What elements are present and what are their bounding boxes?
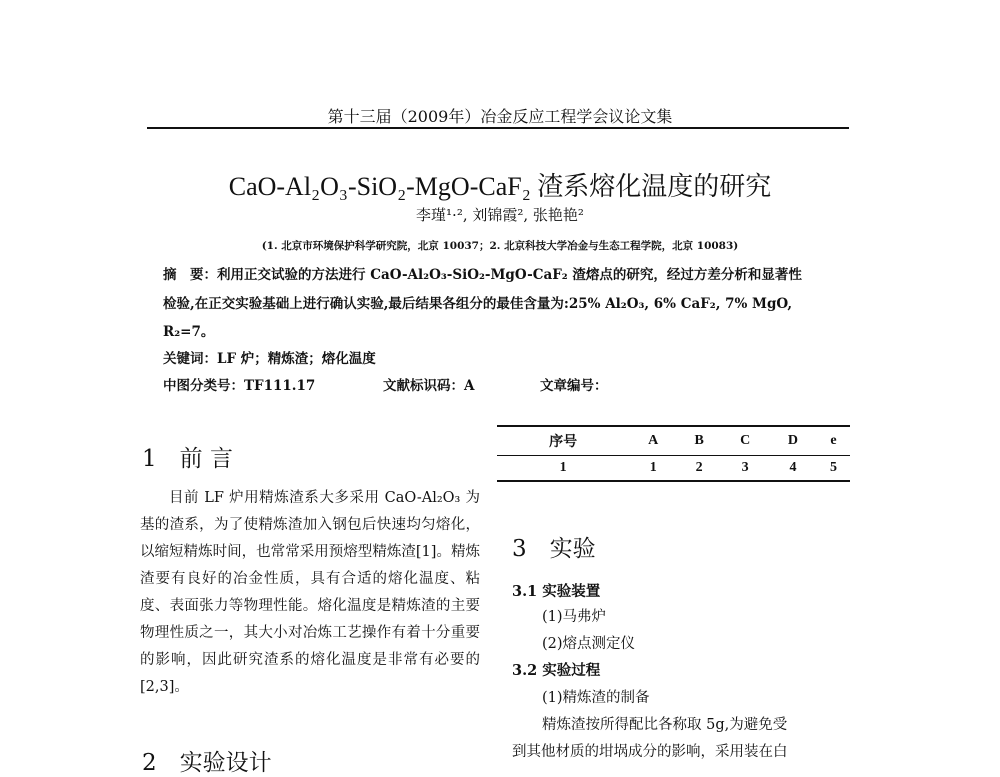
section-1-paragraph: 目前 LF 炉用精炼渣系大多采用 CaO-Al₂O₃ 为基的渣系，为了使精炼渣加入钢包后快速均匀熔化，以缩短精炼时间，也常常采用预熔型精炼渣[1]。精炼渣要有良好的冶金性质，具有合适的熔化温度、粘度、表面张力等物理性能。熔化温度是精炼渣的主要物理性质之一，其大小对冶炼工艺操作有着十分重要的影响，因此研究渣系的熔化温度是非常有必要的[2,3]。 (140, 490, 480, 695)
table-header: 序号 (549, 435, 578, 450)
body-line: 到其他材质的坩埚成分的影响，采用装在白 (512, 744, 788, 760)
table-header: e (830, 433, 837, 448)
clc-number: 中图分类号：TF111.17 (163, 378, 316, 394)
section-1-body (140, 485, 480, 701)
document-code: 文献标识码：A (383, 378, 475, 394)
abstract-line-2: 检验,在正交实验基础上进行确认实验,最后结果各组分的最佳含量为:25% Al₂O₃, 6% CaF₂, 7% MgO, (163, 296, 793, 312)
authors: 李瑾¹·², 刘锦霞², 张艳艳² (416, 206, 584, 224)
table-cell: 1 (649, 460, 657, 475)
header-rule (147, 127, 849, 129)
table-cell: 4 (789, 460, 797, 475)
abstract-line-3: R₂=7。 (163, 324, 215, 340)
body-line: 精炼渣按所得配比各称取 5g,为避免受 (542, 717, 788, 733)
abstract-label: 摘 要： (163, 267, 217, 283)
table-header: D (787, 433, 799, 448)
subsection-3-1: 3.1 实验装置 (512, 583, 601, 600)
affiliation: (1. 北京市环境保护科学研究院，北京 10037；2. 北京科技大学冶金与生态工程学院，北京 10083) (261, 240, 739, 252)
table-header: A (648, 433, 659, 448)
keywords: 关键词：LF 炉；精炼渣；熔化温度 (163, 351, 376, 367)
abstract-text: 利用正交试验的方法进行 CaO-Al₂O₃-SiO₂-MgO-CaF₂ 渣熔点的研究，经过方差分析和显著性 (217, 267, 802, 283)
subsection-3-2: 3.2 实验过程 (512, 662, 601, 679)
process-item: (1)精炼渣的制备 (542, 690, 650, 706)
apparatus-item: (1)马弗炉 (542, 609, 607, 625)
running-head: 第十三届（2009年）冶金反应工程学会议论文集 (327, 107, 673, 126)
section-3-heading: 3 实验 (512, 536, 596, 562)
article-number: 文章编号： (540, 378, 608, 394)
paper-title: CaO-Al₂O₃-SiO₂-MgO-CaF₂ 渣系熔化温度的研究 (228, 172, 772, 201)
table-header-row (497, 426, 850, 456)
table-header: C (740, 433, 751, 448)
section-2-heading: 2 实验设计 (142, 750, 272, 776)
orthogonal-table (497, 425, 850, 482)
table-cell: 1 (559, 460, 567, 475)
apparatus-item: (2)熔点测定仪 (542, 636, 636, 652)
table-cell: 5 (829, 460, 837, 475)
table-cell: 2 (695, 460, 703, 475)
table-header: B (694, 433, 704, 448)
table-cell: 3 (741, 460, 749, 475)
abstract-line-1 (163, 263, 802, 283)
table-row (497, 456, 850, 482)
section-1-heading: 1 前 言 (142, 446, 233, 472)
